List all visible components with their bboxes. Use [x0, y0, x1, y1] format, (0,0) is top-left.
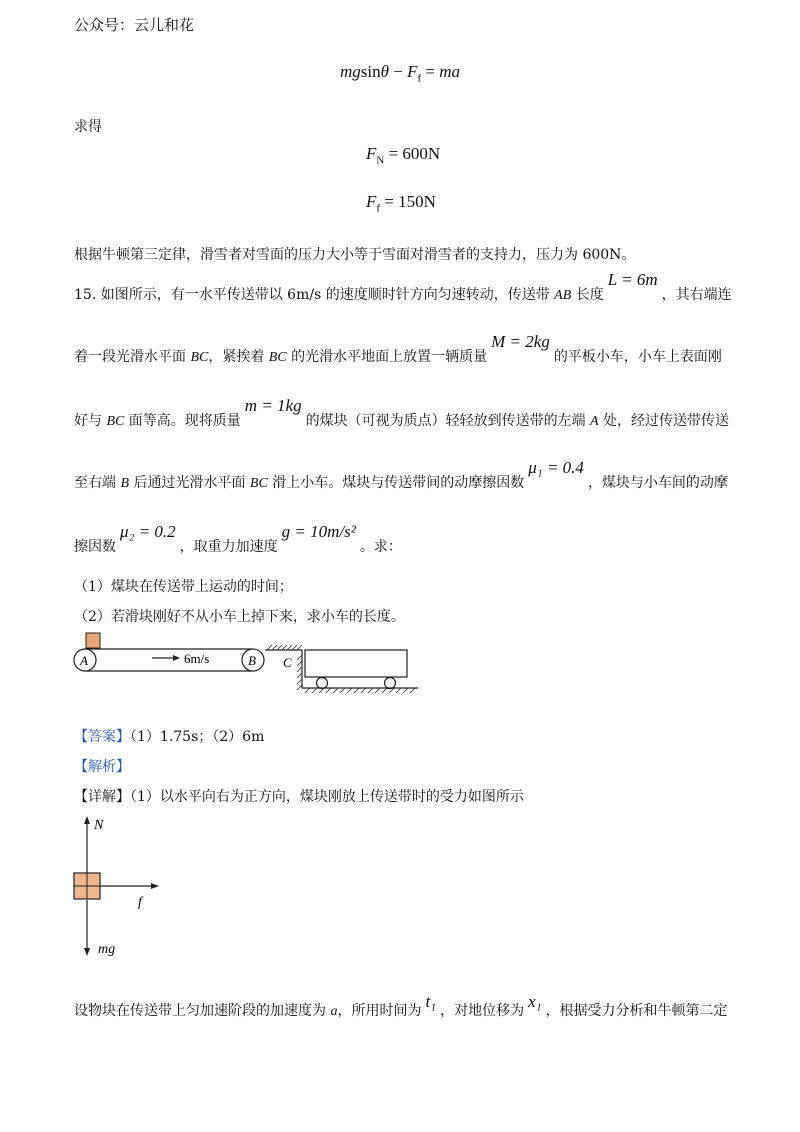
q15-line-2: [74, 332, 722, 366]
coal-block: [86, 633, 100, 648]
text-run: 处，经过传送带传送: [598, 413, 730, 429]
speed-arrowhead: [173, 655, 180, 661]
formula-term: F: [366, 192, 377, 211]
label-C: C: [283, 655, 292, 670]
formula-term: = 600N: [384, 144, 441, 163]
text-run: ，所用时间为: [337, 1003, 422, 1019]
cart-body: [305, 650, 407, 677]
formula-term: θ: [380, 62, 389, 81]
label-B: B: [248, 653, 256, 668]
text-run: 的平板小车，小车上表面刚: [553, 349, 722, 365]
inline-formula-g: g = 10m/s²: [281, 522, 356, 541]
text-run: 后通过光滑水平面: [129, 475, 250, 491]
sub-question-1: （1）煤块在传送带上运动的时间；: [74, 579, 293, 595]
formula-term: = 150N: [380, 192, 436, 211]
detail-text: （1）以水平向右为正方向，煤块刚放上传送带时的受力如图所示: [130, 789, 524, 805]
cart-wheel-left: [317, 678, 328, 689]
q15-line-4: [74, 458, 728, 492]
text-var: AB: [554, 288, 572, 303]
last-line: [74, 992, 728, 1020]
answer-line: [74, 726, 264, 746]
source-header: 公众号：云儿和花: [74, 16, 195, 34]
q15-line-1: [74, 270, 732, 304]
answer-tag: 【答案】: [74, 729, 130, 745]
detail-tag: 【详解】: [74, 789, 130, 805]
formula-term: F: [366, 144, 377, 163]
inline-formula-L: L = 6m: [607, 270, 658, 289]
text-run: ，根据受力分析和牛顿第二定: [545, 1003, 728, 1019]
cart-wheel-right: [385, 678, 396, 689]
text-run: ，其右端连: [661, 287, 732, 303]
label-N: N: [94, 818, 104, 833]
text-run: 滑上小车。煤块与传送带间的动摩擦因数: [267, 475, 525, 491]
text-run: ，煤块与小车间的动摩: [587, 475, 728, 491]
text-run: 设物块在传送带上匀加速阶段的加速度为: [74, 1003, 331, 1019]
text-run: 擦因数: [74, 539, 116, 555]
formula-subscript: f: [376, 202, 381, 215]
text-run: 。求：: [359, 539, 402, 555]
bc-hatch: [267, 645, 302, 650]
text-var: BC: [106, 414, 125, 429]
paragraph-newton3: 根据牛顿第三定律，滑雪者对雪面的压力大小等于雪面对滑雪者的支持力，压力为 600N。: [74, 247, 636, 263]
formula-subscript: N: [376, 154, 385, 167]
text-run: 的煤块（可视为质点）轻轻放到传送带的左端: [305, 413, 591, 429]
text-run: 着一段光滑水平面: [74, 349, 191, 365]
answer-text: （1）1.75s；（2）6m: [130, 729, 265, 745]
inline-formula-mu1: μ₁ = 0.4: [528, 458, 584, 477]
text-var: BC: [268, 350, 287, 365]
sub-question-2: （2）若滑块刚好不从小车上掉下来，求小车的长度。: [74, 609, 405, 625]
formula-Ff: [366, 192, 436, 214]
formula-subscript: f: [417, 72, 422, 85]
wall-hatch: [297, 655, 302, 690]
inline-formula-t1: t₁: [425, 992, 437, 1011]
text-qiude: 求得: [74, 119, 102, 135]
formula-term: sin: [360, 62, 381, 81]
speed-label: 6m/s: [184, 651, 210, 666]
text-var: BC: [249, 476, 268, 491]
label-f: f: [138, 895, 142, 910]
figure-force-diagram: [60, 812, 180, 962]
formula-term: ma: [439, 62, 461, 81]
text-run: 至右端: [74, 475, 121, 491]
formula-term: mg: [340, 62, 361, 81]
text-run: 长度: [571, 287, 604, 303]
label-A: A: [80, 653, 88, 668]
formula-FN: [366, 144, 440, 166]
analysis-tag: 【解析】: [74, 759, 130, 775]
q15-line-5: [74, 522, 402, 556]
text-run: ，紧挨着: [208, 349, 269, 365]
inline-formula-M: M = 2kg: [491, 332, 550, 351]
text-run: 15. 如图所示，有一水平传送带以 6m/s 的速度顺时针方向匀速转动，传送带: [74, 287, 555, 303]
inline-formula-x1: x₁: [528, 992, 542, 1011]
formula-newton2: [340, 62, 460, 84]
inline-formula-mu2: μ₂ = 0.2: [120, 522, 176, 541]
inline-formula-m: m = 1kg: [244, 396, 302, 415]
text-var: BC: [190, 350, 209, 365]
formula-term: F: [407, 62, 418, 81]
text-run: 面等高。现将质量: [124, 413, 241, 429]
force-mg-arrowhead: [84, 948, 90, 956]
formula-term: =: [421, 62, 440, 81]
force-f-arrowhead: [151, 883, 159, 889]
text-var: B: [120, 476, 130, 491]
label-mg: mg: [98, 942, 116, 957]
q15-line-3: [74, 396, 730, 430]
text-var: A: [590, 414, 599, 429]
text-var: a: [330, 1004, 338, 1019]
text-run: ，对地位移为: [440, 1003, 525, 1019]
detail-line: [74, 786, 524, 806]
text-run: 好与: [74, 413, 107, 429]
text-run: 的光滑水平地面上放置一辆质量: [286, 349, 488, 365]
force-N-arrowhead: [84, 816, 90, 824]
text-run: ，取重力加速度: [179, 539, 278, 555]
figure-conveyor: [60, 625, 430, 700]
formula-term: −: [388, 62, 408, 81]
